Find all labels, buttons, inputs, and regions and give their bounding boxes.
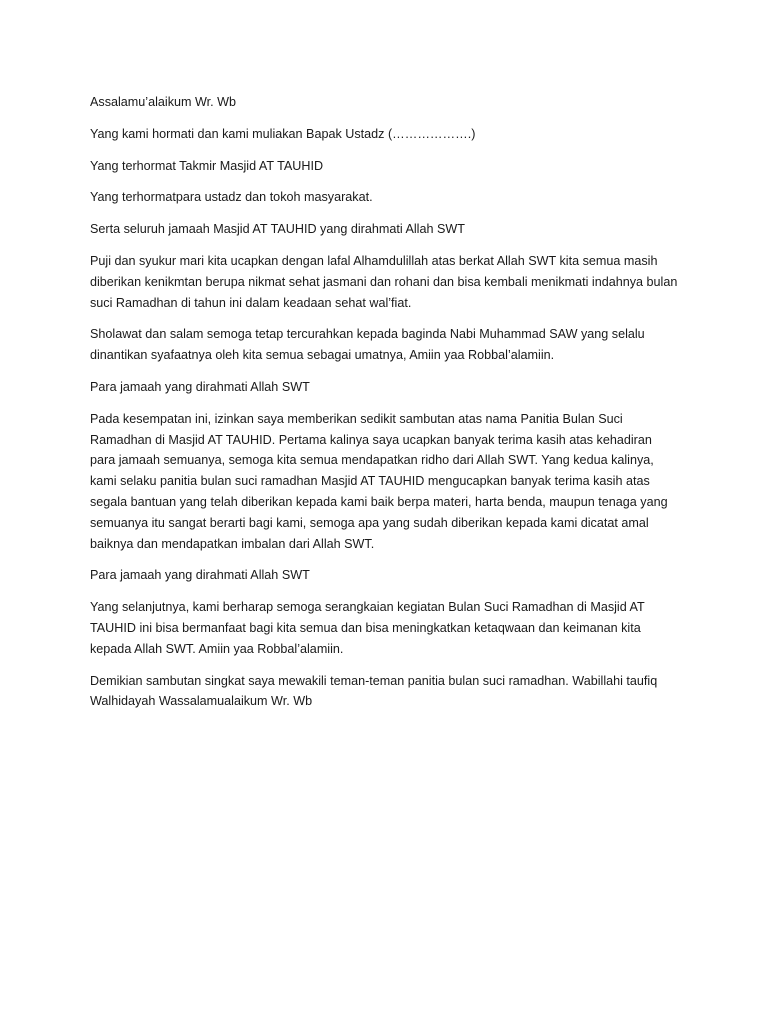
opening-paragraph: Puji dan syukur mari kita ucapkan dengan lafal Alhamdulillah atas berkat Allah SWT kita semua masih diberikan kenikmtan berupa nikmat sehat jasmani dan rohani dan bisa kembali menikmati indahnya bulan suci Ramadhan di tahun ini dalam keadaan sehat wal’fiat. <box>90 253 678 310</box>
salutation-tokoh: Yang terhormatpara ustadz dan tokoh masyarakat. <box>90 190 373 205</box>
document-body <box>90 92 680 723</box>
address-paragraph: Para jamaah yang dirahmati Allah SWT <box>90 379 310 394</box>
salutation-ustadz: Yang kami hormati dan kami muliakan Bapak Ustadz (……………….) <box>90 126 476 141</box>
address-paragraph: Para jamaah yang dirahmati Allah SWT <box>90 568 310 583</box>
sholawat-paragraph: Sholawat dan salam semoga tetap tercurahkan kepada baginda Nabi Muhammad SAW yang selalu dinantikan syafaatnya oleh kita semua sebagai umatnya, Amiin yaa Robbal’alamiin. <box>90 327 645 363</box>
salutation-takmir: Yang terhormat Takmir Masjid AT TAUHID <box>90 158 324 173</box>
salutation-jamaah: Serta seluruh jamaah Masjid AT TAUHID yang dirahmati Allah SWT <box>90 222 465 237</box>
closing-paragraph: Demikian sambutan singkat saya mewakili teman-teman panitia bulan suci ramadhan. Wabillahi taufiq Walhidayah Wassalamualaikum Wr. Wb <box>90 673 658 709</box>
hope-paragraph: Yang selanjutnya, kami berharap semoga serangkaian kegiatan Bulan Suci Ramadhan di Masjid AT TAUHID ini bisa bermanfaat bagi kita semua dan bisa meningkatkan ketaqwaan dan keimanan kita kepada Allah SWT. Amiin yaa Robbal’alamiin. <box>90 600 645 656</box>
greeting-paragraph: Assalamu’alaikum Wr. Wb <box>90 95 237 109</box>
body-paragraph: Pada kesempatan ini, izinkan saya memberikan sedikit sambutan atas nama Panitia Bulan Suci Ramadhan di Masjid AT TAUHID. Pertama kalinya saya ucapkan banyak terima kasih atas kehadiran para jamaah semuanya, semoga kita semua mendapatkan ridho dari Allah SWT. Yang kedua kalinya, kami selaku panitia bulan suci ramadhan Masjid AT TAUHID mengucapkan banyak terima kasih atas segala bantuan yang telah diberikan kepada kami baik berpa materi, harta benda, maupun tenaga yang semuanya itu sangat berarti bagi kami, semoga apa yang sudah diberikan kepada kami dicatat amal baiknya dan mendapatkan imbalan dari Allah SWT. <box>90 411 668 551</box>
